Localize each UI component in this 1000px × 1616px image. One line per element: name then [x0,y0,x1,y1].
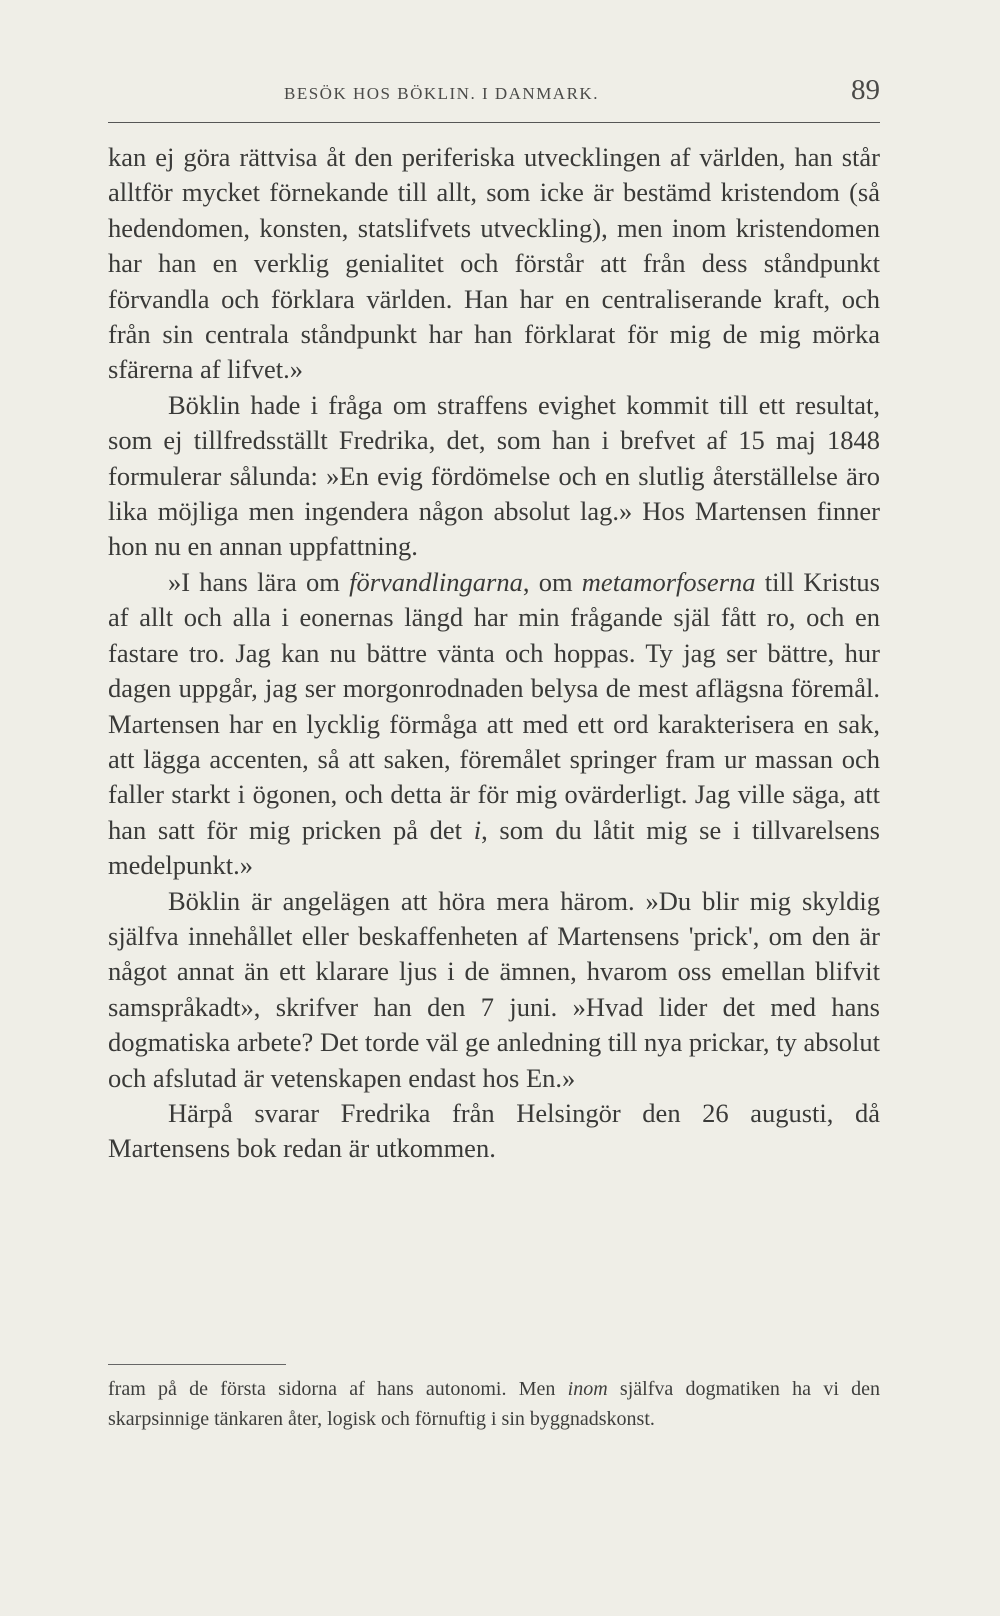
paragraph [108,140,880,388]
text-run: Böklin hade i fråga om straffens evighet kommit till ett resultat, som ej tillfredsställt Fredrika, det, som han i brefvet af 15 maj 1848 formulerar sålunda: »En evig fördömelse och en slutlig återställelse äro lika möjliga men ingendera någon absolut lag.» Hos Martensen finner hon nu en annan uppfattning. [108,389,880,562]
header-rule [108,122,880,123]
italic-text: i [473,814,482,845]
footnote-paragraph [108,1374,880,1434]
text-run: själfva dogmatiken ha vi den skarpsinnige tänkaren åter, logisk och förnuftig i sin byggnadskonst. [108,1378,881,1430]
text-run: , om [522,566,582,597]
footnote [108,1374,880,1434]
text-run: fram på de första sidorna af hans autonomi. Men [108,1378,568,1400]
paragraph [108,1096,880,1167]
text-run: kan ej göra rättvisa åt den periferiska utvecklingen af världen, han står alltför mycket förnekande till allt, som icke är bestämd kristendom (så hedendomen, konsten, statslifvets utveckling), men inom kristendomen har han en verklig genialitet och förstår att från dess ståndpunkt förvandla och förklara världen. Han har en centraliserande kraft, och från sin centrala ståndpunkt har han förklarat för mig de mig mörka sfärerna af lifvet.» [108,142,880,385]
page-number: 89 [851,74,880,106]
text-run: , som du låtit mig se i tillvarelsens medelpunkt.» [108,814,880,881]
running-head [108,72,880,112]
italic-text: förvandlingarna [349,566,523,597]
running-title: BESÖK HOS BÖKLIN. I DANMARK. [284,84,599,103]
italic-text: inom [567,1378,608,1400]
paragraph [108,884,880,1096]
italic-text: metamorfoserna [581,566,756,597]
text-run: Härpå svarar Fredrika från Helsingör den 26 augusti, då Martensens bok redan är utkommen. [108,1097,880,1164]
paragraph [108,565,880,884]
footnote-rule [108,1364,286,1365]
text-run: till Kristus af allt och alla i eonernas längd har min frågande själ fått ro, och en fastare tro. Jag kan nu bättre vänta och hoppas. Ty jag ser bättre, hur dagen uppgår, jag ser morgonrodnaden belysa de mest aflägsna föremål. Martensen har en lycklig förmåga att med ett ord karakterisera en sak, att lägga accenten, så att saken, föremålet springer fram ur massan och faller starkt i ögonen, och detta är för mig ovärderligt. Jag ville säga, att han satt för mig pricken på det [108,566,880,845]
paragraph [108,388,880,565]
text-run: Böklin är angelägen att höra mera härom. »Du blir mig skyldig själfva innehållet eller beskaffenheten af Martensens 'prick', om den är något annat än ett klarare ljus i de ämnen, hvarom oss emellan blifvit samspråkadt», skrifver han den 7 juni. »Hvad lider det med hans dogmatiska arbete? Det torde väl ge anledning till nya prickar, ty absolut och afslutad är vetenskapen endast hos En.» [108,885,880,1093]
body-text [108,140,880,1167]
text-run: »I hans lära om [168,566,350,597]
